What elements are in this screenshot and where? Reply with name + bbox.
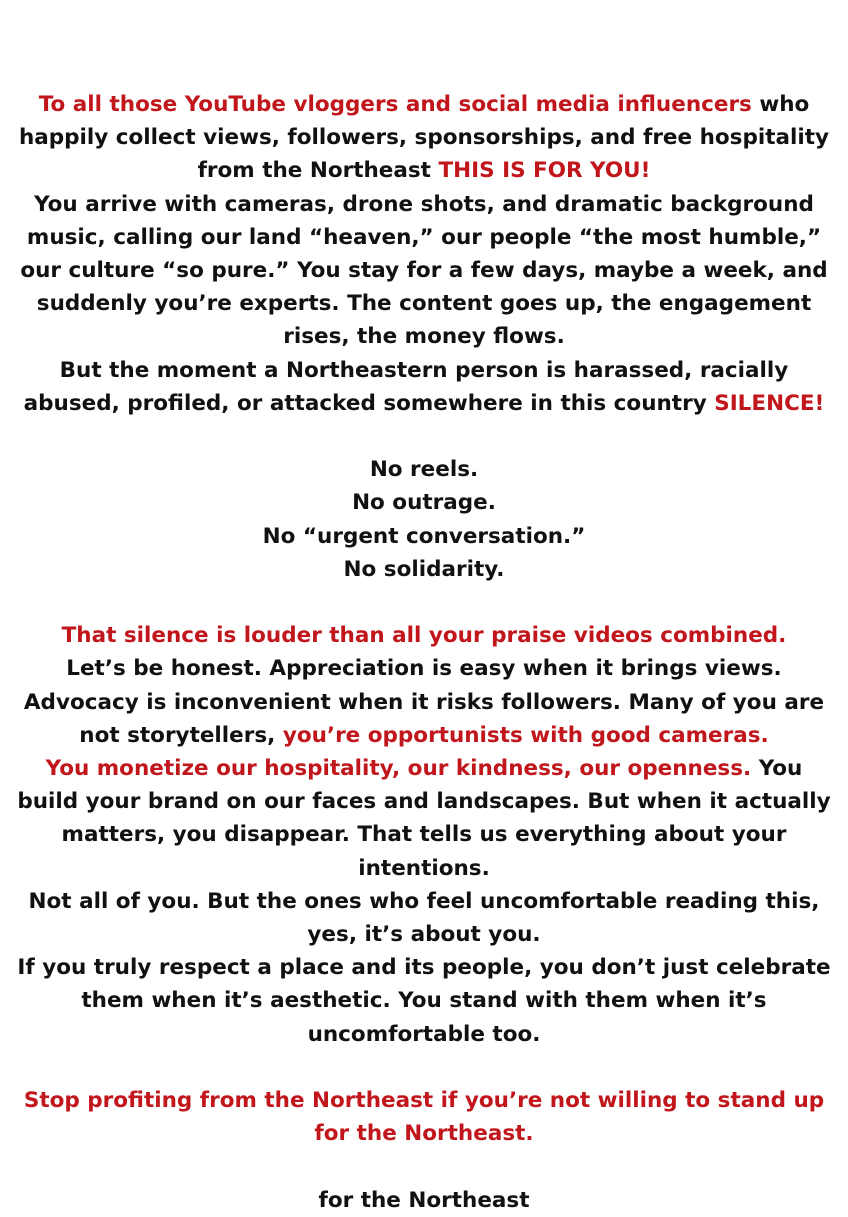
middle-line-1: That silence is louder than all your praise videos combined. bbox=[61, 623, 787, 649]
intro-line-8: rises, the money flows. bbox=[283, 324, 565, 350]
middle-line-11: If you truly respect a place and its people, you don’t just celebrate bbox=[17, 955, 831, 981]
spacer bbox=[0, 1150, 848, 1183]
closing-line-2: for the Northeast. bbox=[314, 1121, 534, 1147]
intro-line-5: music, calling our land “heaven,” our people “the most humble,” bbox=[26, 224, 822, 250]
opportunists-highlight: you’re opportunists with good cameras. bbox=[282, 722, 769, 748]
middle-line-5: You monetize our hospitality, our kindness, our openness. You bbox=[45, 756, 803, 782]
monetize-highlight: You monetize our hospitality, our kindness, our openness. bbox=[45, 756, 752, 782]
silence-highlight: SILENCE! bbox=[714, 390, 825, 416]
middle-line-2: Let’s be honest. Appreciation is easy when it brings views. bbox=[66, 656, 782, 682]
list-item: No outrage. bbox=[352, 490, 496, 516]
intro-highlight: To all those YouTube vloggers and social media influencers bbox=[38, 92, 752, 117]
closing-line-cut: for the Northeast bbox=[318, 1187, 530, 1213]
list-item: No reels. bbox=[369, 457, 479, 483]
intro-line-2: happily collect views, followers, sponsorships, and free hospitality bbox=[18, 125, 830, 151]
middle-line-3: Advocacy is inconvenient when it risks followers. Many of you are bbox=[23, 689, 825, 715]
middle-line-8: intentions. bbox=[358, 855, 490, 881]
list-item: No solidarity. bbox=[343, 556, 505, 582]
intro-line-6: our culture “so pure.” You stay for a few days, maybe a week, and bbox=[20, 258, 828, 284]
intro-line-4: You arrive with cameras, drone shots, and dramatic background bbox=[34, 191, 814, 217]
intro-line-1: To all those YouTube vloggers and social media influencers who bbox=[38, 92, 810, 117]
spacer bbox=[0, 586, 848, 619]
middle-line-12: them when it’s aesthetic. You stand with them when it’s bbox=[81, 988, 767, 1014]
middle-line-13: uncomfortable too. bbox=[307, 1021, 541, 1047]
this-is-for-you: THIS IS FOR YOU! bbox=[438, 158, 651, 184]
spacer bbox=[0, 420, 848, 453]
intro-line-7: suddenly you’re experts. The content goes up, the engagement bbox=[36, 291, 812, 317]
middle-line-10: yes, it’s about you. bbox=[307, 922, 541, 948]
middle-line-7: matters, you disappear. That tells us everything about your bbox=[61, 822, 787, 848]
intro-line-9: But the moment a Northeastern person is harassed, racially bbox=[59, 357, 789, 383]
intro-line-10: abused, profiled, or attacked somewhere in this country SILENCE! bbox=[23, 390, 825, 416]
closing-line-1: Stop profiting from the Northeast if you’re not willing to stand up bbox=[23, 1088, 825, 1114]
poster-text bbox=[0, 88, 848, 1213]
intro-line-3: from the Northeast THIS IS FOR YOU! bbox=[197, 158, 651, 184]
spacer bbox=[0, 1051, 848, 1084]
list-item: No “urgent conversation.” bbox=[262, 523, 586, 549]
middle-line-4: not storytellers, you’re opportunists with good cameras. bbox=[79, 722, 769, 748]
middle-line-6: build your brand on our faces and landscapes. But when it actually bbox=[17, 789, 831, 815]
middle-line-9: Not all of you. But the ones who feel uncomfortable reading this, bbox=[28, 888, 820, 914]
